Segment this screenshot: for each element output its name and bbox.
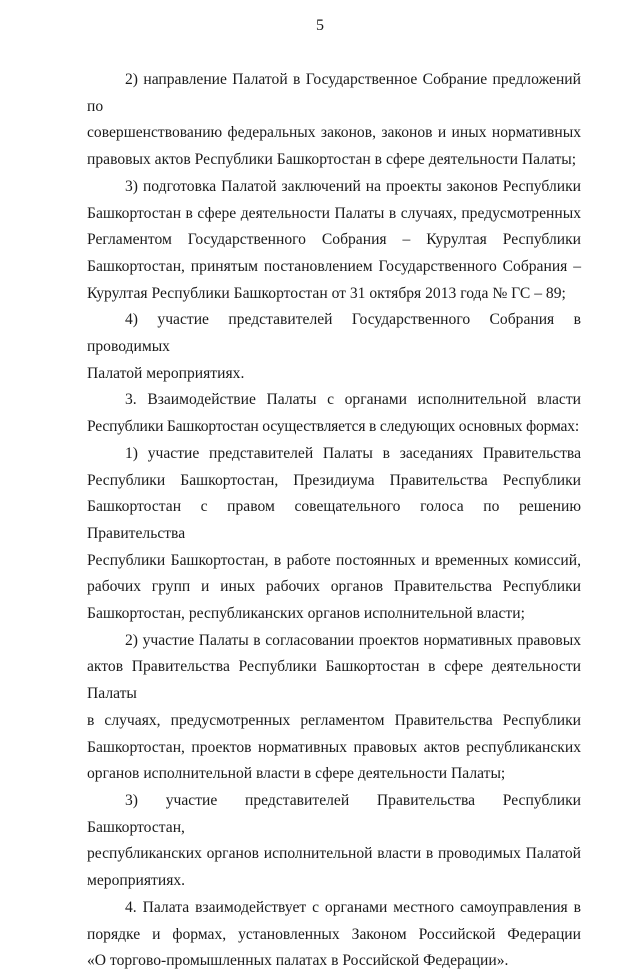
text-line: 3. Взаимодействие Палаты с органами исполнительной власти xyxy=(125,391,581,409)
text-line: актов Правительства Республики Башкортостан в сфере деятельности Палаты xyxy=(87,658,581,703)
text-line: 4) участие представителей Государственного Собрания в проводимых xyxy=(87,311,581,356)
text-line: 3) подготовка Палатой заключений на проекты законов Республики xyxy=(125,177,581,195)
text-line: органов исполнительной власти в сфере деятельности Палаты; xyxy=(87,765,506,783)
text-line: Башкортостан в сфере деятельности Палаты в случаях, предусмотренных xyxy=(87,204,581,222)
paragraph-1 xyxy=(87,67,581,174)
text-line: совершенствованию федеральных законов, законов и иных нормативных xyxy=(87,124,581,142)
paragraph-6 xyxy=(87,628,581,788)
text-line: Башкортостан с правом совещательного голоса по решению Правительства xyxy=(87,498,581,542)
text-line: в случаях, предусмотренных регламентом Правительства Республики xyxy=(87,711,581,729)
document-body xyxy=(87,67,581,975)
text-line: рабочих групп и иных рабочих органов Правительства Республики xyxy=(87,578,581,596)
text-line: Башкортостан, проектов нормативных правовых актов республиканских xyxy=(87,738,581,756)
text-line: Республики Башкортостан, Президиума Правительства Республики xyxy=(87,471,581,489)
text-line: Палатой мероприятиях. xyxy=(87,364,245,382)
text-line: правовых актов Республики Башкортостан в сфере деятельности Палаты; xyxy=(87,151,577,169)
paragraph-7 xyxy=(87,788,581,895)
text-line: Республики Башкортостан, в работе постоянных и временных комиссий, xyxy=(87,551,581,569)
text-line: «О торгово-промышленных палатах в Российской Федерации». xyxy=(87,952,509,970)
text-line: Башкортостан, принятым постановлением Государственного Собрания – xyxy=(87,257,581,275)
text-line: мероприятиях. xyxy=(87,872,186,890)
text-line: 3) участие представителей Правительства Республики Башкортостан, xyxy=(87,791,581,836)
text-line: республиканских органов исполнительной власти в проводимых Палатой xyxy=(87,845,581,863)
text-line: Регламентом Государственного Собрания – Курултая Республики xyxy=(87,231,581,249)
page-number: 5 xyxy=(316,17,324,34)
text-line: 2) участие Палаты в согласовании проектов нормативных правовых xyxy=(125,631,581,649)
paragraph-3 xyxy=(87,307,581,387)
paragraph-2 xyxy=(87,174,581,308)
paragraph-4 xyxy=(87,387,581,440)
paragraph-5 xyxy=(87,441,581,628)
text-line: Башкортостан, республиканских органов исполнительной власти; xyxy=(87,605,525,623)
text-line: 1) участие представителей Палаты в заседаниях Правительства xyxy=(125,444,581,462)
text-line: Курултая Республики Башкортостан от 31 октября 2013 года № ГС – 89; xyxy=(87,284,566,302)
text-line: 2) направление Палатой в Государственное Собрание предложений по xyxy=(87,71,581,115)
text-line: порядке и формах, установленных Законом Российской Федерации xyxy=(87,925,581,943)
text-line: 4. Палата взаимодействует с органами местного самоуправления в xyxy=(125,898,581,916)
paragraph-8 xyxy=(87,895,581,975)
text-line: Республики Башкортостан осуществляется в следующих основных формах: xyxy=(87,418,579,436)
